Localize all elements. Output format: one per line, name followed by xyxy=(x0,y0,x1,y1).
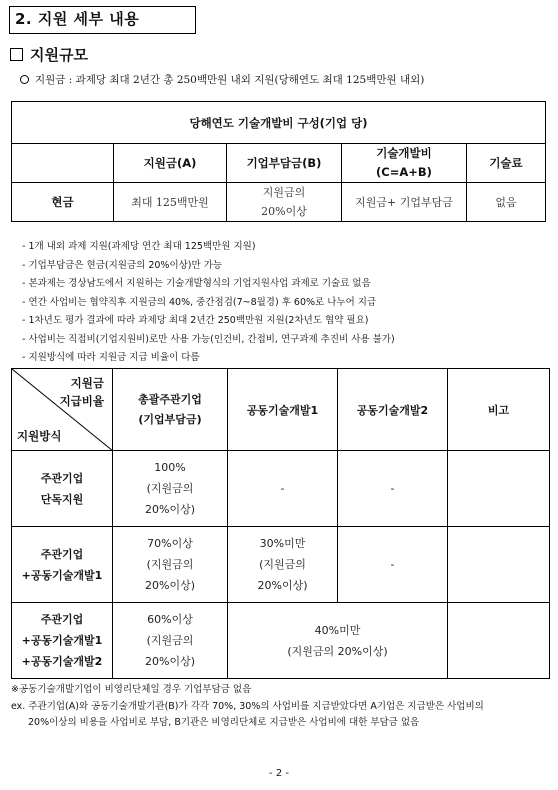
table2-row2-joint2: - xyxy=(338,527,448,603)
table2-row1-joint1: - xyxy=(228,451,338,527)
cell-line: 20%이상) xyxy=(145,655,195,668)
table2-header-joint2: 공동기술개발2 xyxy=(338,369,448,451)
subsection-title-text: 지원규모 xyxy=(30,46,88,64)
note-item: - 사업비는 직접비(기업지원비)로만 사용 가능(인건비, 간접비, 연구과제 추진비 사용 불가) xyxy=(22,331,395,350)
support-amount-text: 지원금 : 과제당 최대 2년간 총 250백만원 내외 지원(당해연도 최대 125백만원 내외) xyxy=(35,74,425,86)
circle-bullet-icon xyxy=(20,75,29,84)
square-bullet-icon xyxy=(10,48,23,61)
section-title: 2. 지원 세부 내용 xyxy=(9,6,196,34)
table1-title: 당해연도 기술개발비 구성(기업 당) xyxy=(12,102,546,144)
table1-header-royalty: 기술료 xyxy=(467,144,546,183)
cell-line: (지원금의 20%이상) xyxy=(287,644,388,658)
cell-line: 20%이상) xyxy=(145,503,195,516)
cell-line: 60%이상 xyxy=(147,613,193,626)
cell-line: 40%미만 xyxy=(314,623,361,637)
table1-corner-cell xyxy=(12,144,114,183)
note-item: - 연간 사업비는 협약직후 지원금의 40%, 중간점검(7~8월경) 후 60%로 나누어 지급 xyxy=(22,294,395,313)
cell-line: (지원금의 xyxy=(146,558,194,571)
row-label-line: +공동기술개발1 xyxy=(21,568,103,582)
table2-header-lead xyxy=(113,369,228,451)
table2-row3-remarks xyxy=(448,603,550,679)
subsection-title xyxy=(10,44,88,65)
cell-line: 100% xyxy=(154,461,186,474)
table2-row3-joint-merged xyxy=(228,603,448,679)
table2-row1-lead xyxy=(113,451,228,527)
payment-ratio-table xyxy=(11,368,550,679)
table2-header-joint1: 공동기술개발1 xyxy=(228,369,338,451)
example-text xyxy=(11,699,551,731)
note-item: - 1개 내외 과제 지원(과제당 연간 최대 125백만원 지원) xyxy=(22,238,395,257)
table2-row1-remarks xyxy=(448,451,550,527)
table1-cell-royalty: 없음 xyxy=(467,183,546,222)
cell-line: (지원금의 xyxy=(259,558,306,571)
notes-list xyxy=(22,238,395,368)
support-amount-line xyxy=(20,72,424,87)
table1-cell-total: 지원금+ 기업부담금 xyxy=(342,183,467,222)
note-item: - 지원방식에 따라 지원금 지급 비율이 다름 xyxy=(22,349,395,368)
row-label-line: 주관기업 xyxy=(40,471,84,485)
table2-row2-remarks xyxy=(448,527,550,603)
cell-line: (지원금의 xyxy=(146,482,194,495)
table1-header-total: 기술개발비(C=A+B) xyxy=(342,144,467,183)
table1-header-support: 지원금(A) xyxy=(114,144,227,183)
note-item: - 1차년도 평가 결과에 따라 과제당 최대 2년간 250백만원 지원(2차년도 협약 필요) xyxy=(22,312,395,331)
footnote: ※공동기술개발기업이 비영리단체일 경우 기업부담금 없음 xyxy=(11,684,252,695)
table2-row1-label xyxy=(12,451,113,527)
table2-row2-lead xyxy=(113,527,228,603)
note-item: - 기업부담금은 현금(지원금의 20%이상)만 가능 xyxy=(22,257,395,276)
cell-line: 20%이상) xyxy=(145,579,195,592)
table2-row2-joint1 xyxy=(228,527,338,603)
table2-header-remarks: 비고 xyxy=(448,369,550,451)
diag-label-ratio: 지급비율 xyxy=(59,394,104,408)
row-label-line: 주관기업 xyxy=(40,547,84,561)
row-label-line: +공동기술개발2 xyxy=(21,655,103,668)
table2-row3-label xyxy=(12,603,113,679)
row-label-line: +공동기술개발1 xyxy=(21,634,103,647)
cell-line: 30%미만 xyxy=(259,537,306,550)
cell-line: 20%이상) xyxy=(257,579,308,592)
table2-row2-label xyxy=(12,527,113,603)
table2-row1-joint2: - xyxy=(338,451,448,527)
note-item: - 본과제는 경상남도에서 지원하는 기술개발형식의 기업지원사업 과제로 기술료 없음 xyxy=(22,275,395,294)
table1-cell-company-share: 지원금의 20%이상 xyxy=(227,183,342,222)
table1-row-label: 현금 xyxy=(12,183,114,222)
diag-label-support: 지원금 xyxy=(70,376,104,390)
cell-line: (지원금의 xyxy=(146,634,194,647)
table2-diagonal-header xyxy=(12,369,113,451)
example-line-1: ex. 주관기업(A)와 공동기술개발기관(B)가 각각 70%, 30%의 사업비를 지급받았다면 A기업은 지급받은 사업비의 xyxy=(11,701,484,712)
row-label-line: 주관기업 xyxy=(40,613,84,626)
diag-label-method: 지원방식 xyxy=(17,429,62,443)
page-number: - 2 - xyxy=(269,768,289,779)
table2-header-lead-line2: (기업부담금) xyxy=(138,412,202,426)
table2-header-lead-line1: 총괄주관기업 xyxy=(138,392,202,406)
budget-composition-table xyxy=(11,101,546,222)
example-line-2: 20%이상의 비용을 사업비로 부담, B기관은 비영리단체로 지급받은 사업비에 대한 부담금 없음 xyxy=(28,717,420,728)
cell-line: 70%이상 xyxy=(147,537,193,550)
table1-cell-support: 최대 125백만원 xyxy=(114,183,227,222)
table1-header-company-share: 기업부담금(B) xyxy=(227,144,342,183)
row-label-line: 단독지원 xyxy=(40,492,84,506)
table2-row3-lead xyxy=(113,603,228,679)
